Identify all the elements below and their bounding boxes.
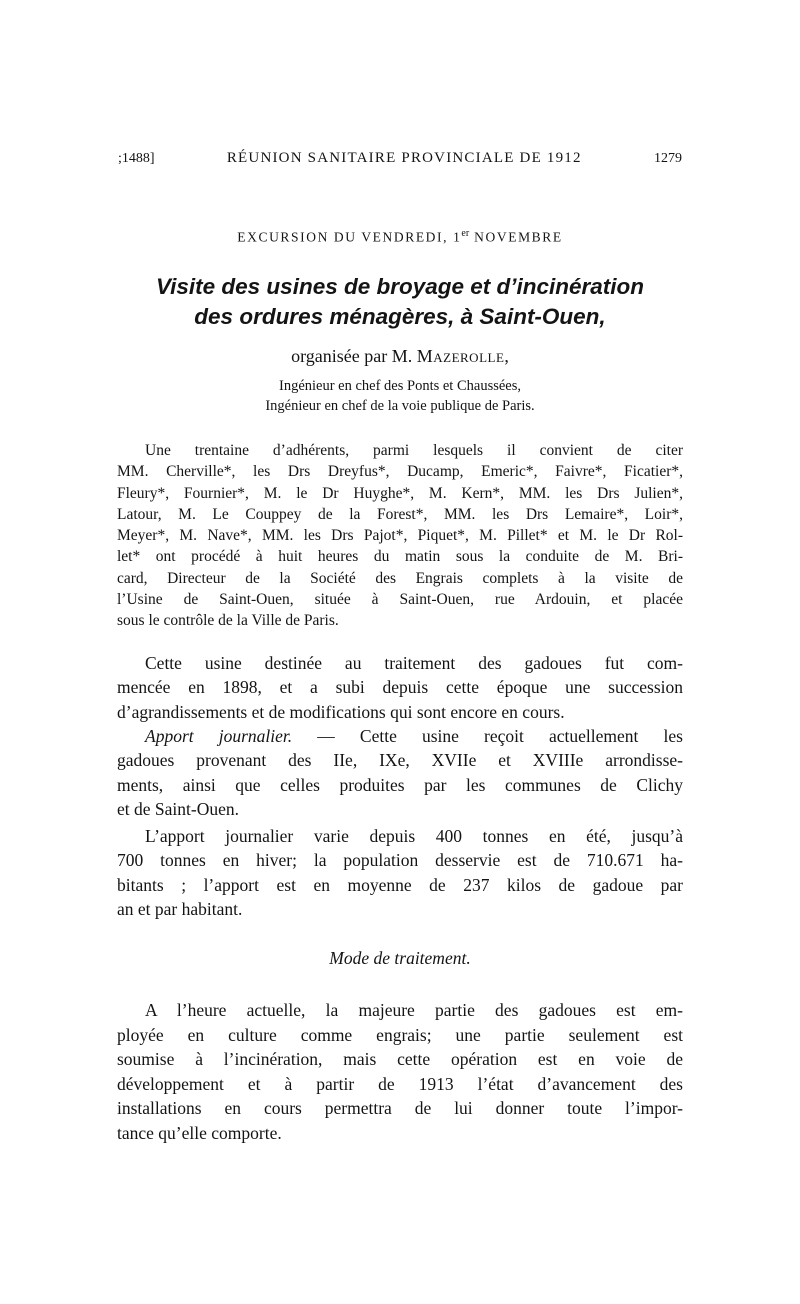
text-line: bitants ; l’apport est en moyenne de 237 kilos de gadoue par <box>117 874 683 895</box>
paragraph-attendees <box>117 440 683 632</box>
affiliation-2: Ingénieur en chef de la voie publique de Paris. <box>265 398 535 414</box>
affiliation-1: Ingénieur en chef des Ponts et Chaussées, <box>278 378 521 394</box>
organizer-line: organisée par M. Mazerolle, <box>291 346 509 366</box>
text-line: ments, ainsi que celles produites par les communes de Clichy <box>117 774 683 795</box>
text-line: Une trentaine d’adhérents, parmi lesquels il convient de citer <box>145 442 683 459</box>
text-line: d’agrandissements et de modifications qui sont encore en cours. <box>117 701 565 722</box>
text-line: Fleury*, Fournier*, M. le Dr Huyghe*, M. Kern*, MM. les Drs Julien*, <box>117 484 683 502</box>
text-line: et de Saint-Ouen. <box>117 798 239 819</box>
running-header <box>118 150 682 167</box>
paragraph-treatment <box>117 998 683 1145</box>
organizer-name: Mazerolle <box>416 346 505 366</box>
text-line: Apport journalier. — Cette usine reçoit actuellement les <box>145 726 683 746</box>
excursion-heading: EXCURSION DU VENDREDI, 1er NOVEMBRE <box>237 228 563 245</box>
run-in-heading: Apport journalier. <box>145 726 293 746</box>
text-line: let* ont procédé à huit heures du matin sous la conduite de M. Bri- <box>117 548 683 566</box>
text-line: ployée en culture comme engrais; une partie seulement est <box>117 1024 683 1045</box>
text-line: 700 tonnes en hiver; la population desservie est de 710.671 ha- <box>117 850 683 871</box>
paragraph-daily-input <box>117 724 683 821</box>
text-line: tance qu’elle comporte. <box>117 1122 282 1143</box>
text-line: an et par habitant. <box>117 898 243 919</box>
text-line: MM. Cherville*, les Drs Dreyfus*, Ducamp, Emeric*, Faivre*, Ficatier*, <box>117 463 683 481</box>
text-line: soumise à l’incinération, mais cette opération est en voie de <box>117 1049 683 1069</box>
text-line: sous le contrôle de la Ville de Paris. <box>117 612 339 630</box>
text-line: installations en cours permettra de lui donner toute l’impor- <box>117 1098 683 1118</box>
paragraph-factory <box>117 651 683 724</box>
text-line: mencée en 1898, et a subi depuis cette époque une succession <box>117 677 683 698</box>
superscript-er: er <box>461 228 470 239</box>
text-line: Latour, M. Le Couppey de la Forest*, MM. les Drs Lemaire*, Loir*, <box>117 505 683 523</box>
header-title: RÉUNION SANITAIRE PROVINCIALE DE 1912 <box>226 150 582 166</box>
text-line: A l’heure actuelle, la majeure partie des gadoues est em- <box>145 1000 683 1020</box>
title-line-2: des ordures ménagères, à Saint-Ouen, <box>194 304 606 329</box>
text-line: Cette usine destinée au traitement des gadoues fut com- <box>145 653 683 673</box>
text-line: L’apport journalier varie depuis 400 tonnes en été, jusqu’à <box>145 826 683 846</box>
section-subheading: Mode de traitement. <box>329 948 471 968</box>
paragraph-volume <box>117 824 683 921</box>
text-line: Meyer*, M. Nave*, MM. les Drs Pajot*, Piquet*, M. Pillet* et M. le Dr Rol- <box>117 527 683 545</box>
page-number: 1279 <box>653 151 682 166</box>
bracketed-number: ;1488] <box>118 151 155 166</box>
text-line: gadoues provenant des IIe, IXe, XVIIe et XVIIIe arrondisse- <box>117 750 683 771</box>
text-line: l’Usine de Saint-Ouen, située à Saint-Ouen, rue Ardouin, et placée <box>117 591 683 609</box>
text-line: développement et à partir de 1913 l’état d’avancement des <box>117 1073 683 1094</box>
text-line: card, Directeur de la Société des Engrais complets à la visite de <box>117 569 683 587</box>
title-line-1: Visite des usines de broyage et d’incinération <box>155 274 645 299</box>
article-title <box>0 272 800 332</box>
